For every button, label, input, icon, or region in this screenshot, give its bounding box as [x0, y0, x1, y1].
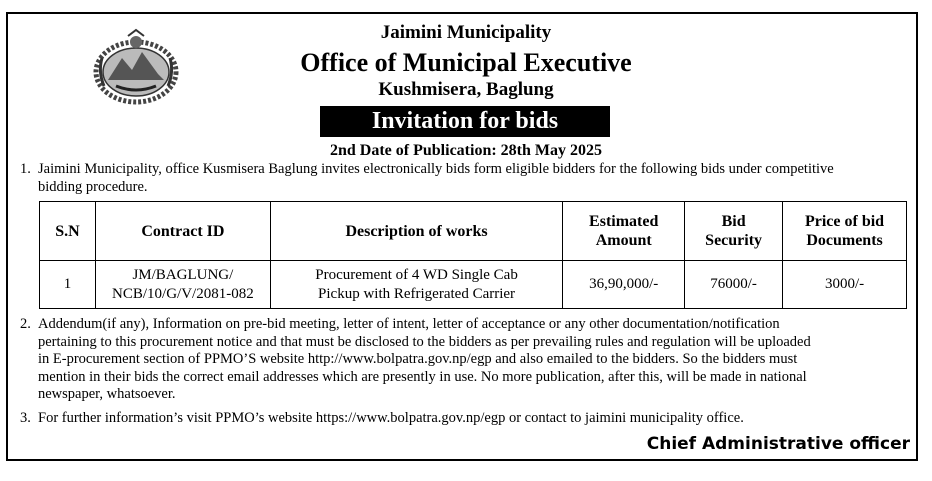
cell-description: [270, 261, 562, 309]
paragraph-1: [20, 161, 910, 196]
bids-table: [39, 201, 907, 309]
header-description: Description of works: [270, 202, 562, 261]
paragraph-3-text: For further information’s visit PPMO’s website https://www.bolpatra.gov.np/egp or contact to jaimini municipality office.: [38, 410, 744, 426]
cell-price-of-documents: 3000/-: [783, 261, 907, 309]
header-security-line-2: Security: [705, 232, 763, 249]
location: Kushmisera, Baglung: [378, 79, 554, 100]
paragraph-2-number: 2.: [20, 316, 31, 332]
paragraph-1-number: 1.: [20, 161, 31, 177]
paragraph-1-line-1: Jaimini Municipality, office Kusmisera Baglung invites electronically bids form eligible bidders for the following bids under competitive: [38, 161, 834, 177]
paragraph-2-line-3: in E-procurement section of PPMO’S website http://www.bolpatra.gov.np/egp and also emailed to the bidders. So the bidders must: [38, 351, 798, 367]
contract-id-line-1: JM/BAGLUNG/: [132, 266, 234, 283]
cell-estimated-amount: 36,90,000/-: [563, 261, 685, 309]
description-line-2: Pickup with Refrigerated Carrier: [318, 285, 516, 302]
header-estimated-line-2: Amount: [595, 232, 652, 249]
paragraph-2-line-5: newspaper, whatsoever.: [38, 386, 176, 402]
header-price-of-documents: [783, 202, 907, 261]
cell-contract-id: [95, 261, 270, 309]
paragraph-2-line-1: Addendum(if any), Information on pre-bid meeting, letter of intent, letter of acceptance or any other documentation/notification: [38, 316, 780, 332]
header-estimated-line-1: Estimated: [589, 213, 659, 230]
header-contract-id: Contract ID: [95, 202, 270, 261]
table-header-row: [40, 202, 907, 261]
header-bid-security: [685, 202, 783, 261]
description-line-1: Procurement of 4 WD Single Cab: [315, 266, 518, 283]
cell-sn: 1: [40, 261, 96, 309]
paragraph-1-line-2: bidding procedure.: [38, 178, 148, 195]
office-title: Office of Municipal Executive: [300, 48, 632, 77]
publication-date: 2nd Date of Publication: 28th May 2025: [330, 142, 602, 159]
header-security-line-1: Bid: [721, 213, 746, 230]
paragraph-3-number: 3.: [20, 410, 31, 426]
header-price-line-2: Documents: [806, 232, 883, 249]
paragraph-2: [20, 316, 910, 404]
municipality-name: Jaimini Municipality: [380, 22, 552, 43]
cell-bid-security: 76000/-: [685, 261, 783, 309]
table-row: [40, 261, 907, 309]
header-sn: S.N: [40, 202, 96, 261]
paragraph-3: [20, 410, 910, 428]
notice-banner: Invitation for bids: [320, 106, 610, 137]
header-estimated-amount: [563, 202, 685, 261]
contract-id-line-2: NCB/10/G/V/2081-082: [112, 285, 254, 302]
paragraph-2-line-2: pertaining to this procurement notice and that must be disclosed to the bidders as per prevailing rules and regulation will be uploaded: [38, 333, 811, 350]
paragraph-2-line-4: mention in their bids the correct email addresses which are presently in use. No more publication, after this, will be made in national: [38, 368, 807, 385]
signoff: Chief Administrative officer: [646, 434, 910, 454]
header-price-line-1: Price of bid: [804, 213, 885, 230]
